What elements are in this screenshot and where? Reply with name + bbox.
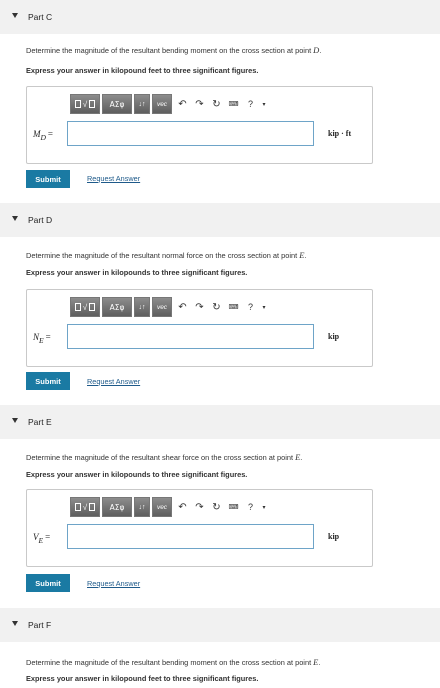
- sqrt-icon: √: [82, 99, 88, 109]
- caret-down-icon: [12, 13, 18, 18]
- variable-label: $V_E$ =: [33, 532, 51, 545]
- part-title: Part E: [28, 417, 52, 427]
- submit-button[interactable]: Submit: [26, 372, 70, 390]
- answer-box: [26, 489, 373, 567]
- variable-label: $N_E$ =: [33, 332, 51, 345]
- part-title: Part C: [28, 12, 53, 22]
- vector-button[interactable]: vec: [152, 297, 172, 317]
- more-icon[interactable]: ▾: [262, 503, 266, 511]
- part-c-header[interactable]: [0, 0, 440, 34]
- undo-icon[interactable]: ↶: [178, 301, 187, 313]
- instruction-text: Express your answer in kilopounds to three significant figures.: [26, 268, 248, 277]
- redo-icon[interactable]: ↷: [195, 301, 204, 313]
- templates-button[interactable]: [70, 497, 100, 517]
- instruction-text: Express your answer in kilopound feet to three significant figures.: [26, 674, 259, 683]
- more-icon[interactable]: ▾: [262, 303, 266, 311]
- answer-box: [26, 289, 373, 367]
- subscript-button[interactable]: ↓↑: [134, 297, 150, 317]
- request-answer-link[interactable]: Request Answer: [87, 377, 141, 386]
- caret-down-icon: [12, 216, 18, 221]
- part-title: Part F: [28, 620, 52, 630]
- caret-down-icon: [12, 418, 18, 423]
- undo-icon[interactable]: ↶: [178, 98, 187, 110]
- square-icon: [89, 100, 95, 108]
- reset-icon[interactable]: ↻: [212, 301, 221, 313]
- reset-icon[interactable]: ↻: [212, 501, 221, 513]
- square-icon: [89, 303, 95, 311]
- sqrt-icon: √: [82, 302, 88, 312]
- caret-down-icon: [12, 621, 18, 626]
- undo-icon[interactable]: ↶: [178, 501, 187, 513]
- request-answer-link[interactable]: Request Answer: [87, 579, 141, 588]
- help-icon[interactable]: ?: [247, 99, 253, 109]
- help-icon[interactable]: ?: [247, 302, 253, 312]
- templates-button[interactable]: [70, 94, 100, 114]
- answer-input[interactable]: [67, 121, 314, 146]
- greek-symbols-button[interactable]: ΑΣφ: [102, 94, 132, 114]
- keyboard-icon[interactable]: ⌨: [228, 503, 239, 511]
- part-e-header[interactable]: [0, 405, 440, 439]
- square-icon: [89, 503, 95, 511]
- instruction-text: Express your answer in kilopounds to three significant figures.: [26, 470, 248, 479]
- math-toolbar: [70, 496, 269, 518]
- square-icon: [75, 303, 81, 311]
- subscript-button[interactable]: ↓↑: [134, 94, 150, 114]
- greek-symbols-button[interactable]: ΑΣφ: [102, 497, 132, 517]
- vector-button[interactable]: vec: [152, 497, 172, 517]
- sqrt-icon: √: [82, 502, 88, 512]
- question-text: Determine the magnitude of the resultant shear force on the cross section at point E.: [26, 452, 303, 462]
- answer-box: [26, 86, 373, 164]
- keyboard-icon[interactable]: ⌨: [228, 303, 239, 311]
- redo-icon[interactable]: ↷: [195, 98, 204, 110]
- math-toolbar: [70, 93, 269, 115]
- math-toolbar: [70, 296, 269, 318]
- vector-button[interactable]: vec: [152, 94, 172, 114]
- submit-button[interactable]: Submit: [26, 170, 70, 188]
- unit-label: kip · ft: [328, 129, 352, 138]
- unit-label: kip: [328, 532, 340, 541]
- square-icon: [75, 100, 81, 108]
- templates-button[interactable]: [70, 297, 100, 317]
- help-icon[interactable]: ?: [247, 502, 253, 512]
- part-title: Part D: [28, 215, 53, 225]
- more-icon[interactable]: ▾: [262, 100, 266, 108]
- question-text: Determine the magnitude of the resultant normal force on the cross section at point E.: [26, 250, 307, 260]
- redo-icon[interactable]: ↷: [195, 501, 204, 513]
- subscript-button[interactable]: ↓↑: [134, 497, 150, 517]
- reset-icon[interactable]: ↻: [212, 98, 221, 110]
- instruction-text: Express your answer in kilopound feet to three significant figures.: [26, 66, 259, 75]
- part-f-header[interactable]: [0, 608, 440, 642]
- request-answer-link[interactable]: Request Answer: [87, 174, 141, 183]
- part-d-header[interactable]: [0, 203, 440, 237]
- unit-label: kip: [328, 332, 340, 341]
- variable-label: $M_D$ =: [33, 129, 53, 142]
- question-text: Determine the magnitude of the resultant bending moment on the cross section at point D.: [26, 45, 322, 55]
- keyboard-icon[interactable]: ⌨: [228, 100, 239, 108]
- greek-symbols-button[interactable]: ΑΣφ: [102, 297, 132, 317]
- submit-button[interactable]: Submit: [26, 574, 70, 592]
- answer-input[interactable]: [67, 324, 314, 349]
- answer-input[interactable]: [67, 524, 314, 549]
- question-text: Determine the magnitude of the resultant bending moment on the cross section at point E.: [26, 657, 321, 667]
- square-icon: [75, 503, 81, 511]
